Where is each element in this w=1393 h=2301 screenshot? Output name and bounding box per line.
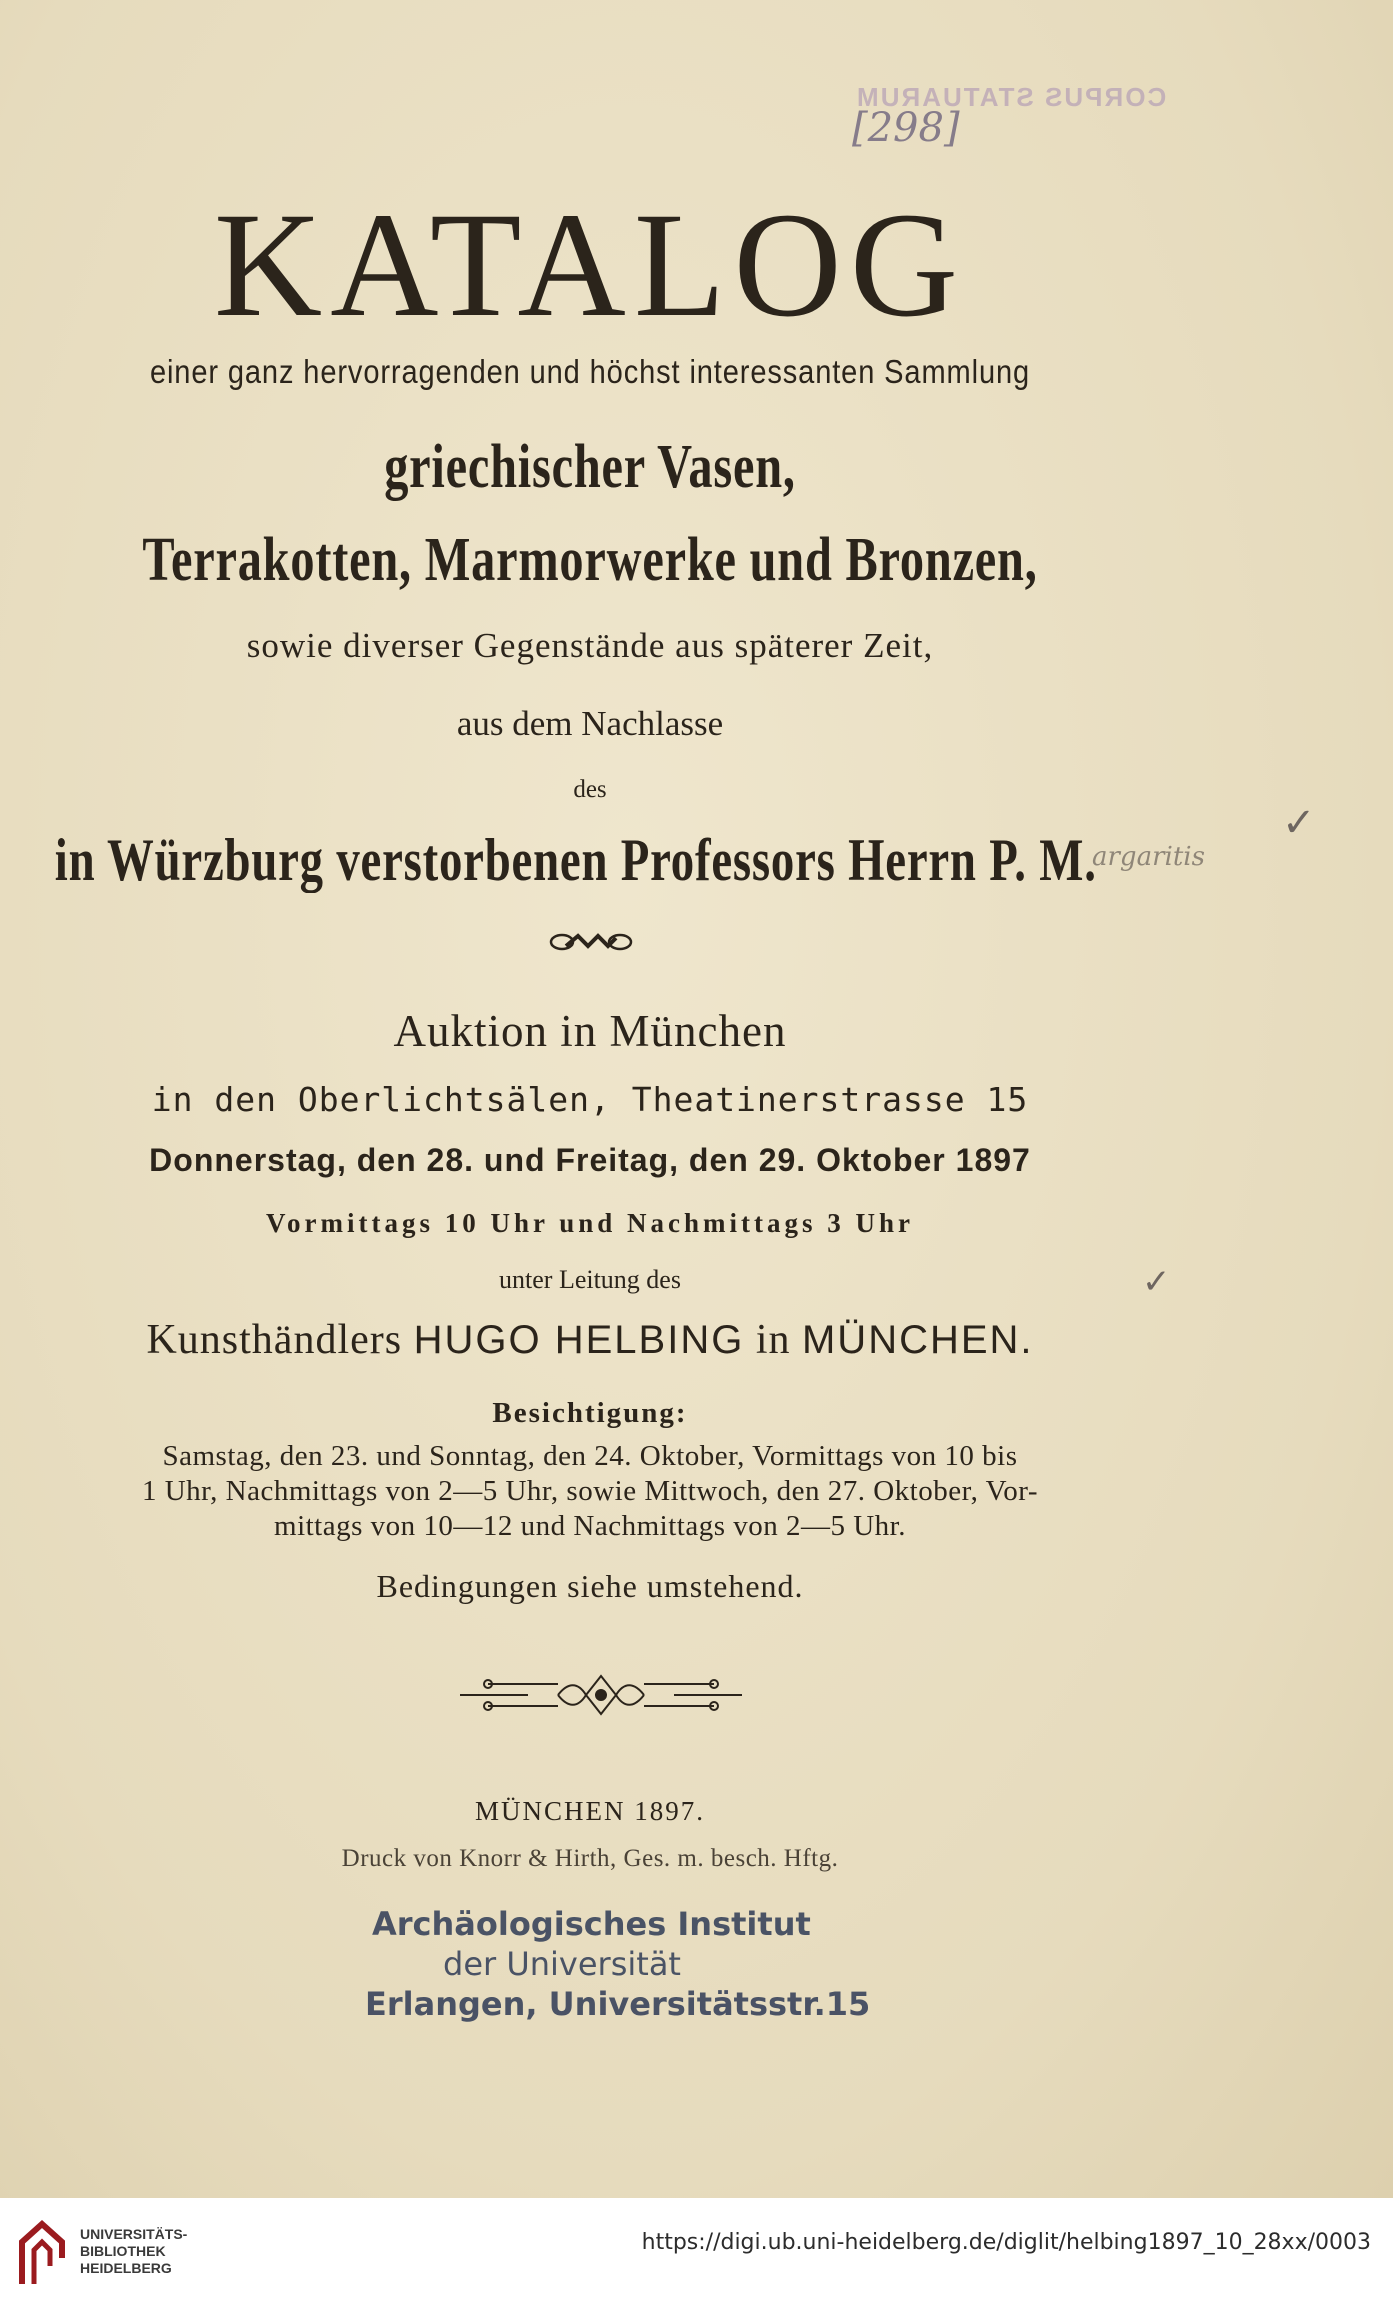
text-line-des: des <box>573 776 607 803</box>
library-logo-text: UNIVERSITÄTS- BIBLIOTHEK HEIDELBERG <box>80 2226 188 2276</box>
ornament-divider-icon <box>458 1670 744 1720</box>
viewing-line: Samstag, den 23. und Sonntag, den 24. Oktober, Vormittags von 10 bis <box>162 1440 1018 1472</box>
viewing-line: 1 Uhr, Nachmittags von 2—5 Uhr, sowie Mittwoch, den 27. Oktober, Vor- <box>141 1475 1039 1507</box>
ornament-icon <box>548 930 634 954</box>
auction-times: Vormittags 10 Uhr und Nachmittags 3 Uhr <box>265 1208 915 1238</box>
handwritten-shelf-number: [298] <box>852 105 960 151</box>
dealer-line <box>0 1316 1180 1364</box>
dealer-prefix: Kunsthändlers <box>146 1317 403 1363</box>
corpus-statuarum-stamp: CORPUS STATUARUM <box>855 82 1167 112</box>
handwritten-margin-note: argaritis <box>1092 842 1205 872</box>
checkmark-icon: ✓ <box>1142 1262 1171 1302</box>
imprint-city-year: MÜNCHEN 1897. <box>474 1796 705 1826</box>
subtitle-line: einer ganz hervorragenden und höchst interessanten Sammlung <box>149 353 1031 390</box>
footer-bar <box>0 2198 1393 2301</box>
auction-heading: Auktion in München <box>393 1006 787 1056</box>
heading-vases: griechischer Vasen, <box>384 433 796 501</box>
text-line-nachlasse: aus dem Nachlasse <box>456 704 724 743</box>
dealer-in: in <box>755 1317 791 1363</box>
imprint-printer: Druck von Knorr & Hirth, Ges. m. besch. Hftg. <box>341 1845 839 1872</box>
dealer-city: MÜNCHEN. <box>801 1318 1034 1362</box>
text-line-unter-leitung: unter Leitung des <box>499 1265 681 1294</box>
library-stamp-line: Archäologisches Institut <box>372 1905 811 1943</box>
auction-dates: Donnerstag, den 28. und Freitag, den 29. Oktober 1897 <box>149 1142 1031 1178</box>
text-line-sowie: sowie diverser Gegenstände aus späterer Zeit, <box>246 626 934 665</box>
library-logo-icon <box>12 2214 72 2286</box>
viewing-heading: Besichtigung: <box>492 1397 688 1429</box>
heading-terracottas: Terrakotten, Marmorwerke und Bronzen, <box>142 526 1038 594</box>
dealer-name: HUGO HELBING <box>413 1318 745 1362</box>
auction-location: in den Oberlichtsälen, Theatinerstrasse 15 <box>151 1080 1029 1119</box>
library-stamp-line: Erlangen, Universitätsstr.15 <box>365 1985 871 2023</box>
conditions-line: Bedingungen siehe umstehend. <box>376 1568 804 1604</box>
page-title: KATALOG <box>213 182 967 348</box>
viewing-line: mittags von 10—12 und Nachmittags von 2—5 Uhr. <box>274 1510 906 1542</box>
checkmark-icon: ✓ <box>1282 800 1316 846</box>
page-url-link[interactable]: https://digi.ub.uni-heidelberg.de/diglit/helbing1897_10_28xx/0003 <box>641 2230 1371 2255</box>
heading-professor: in Würzburg verstorbenen Professors Herrn P. M. <box>54 827 1097 893</box>
library-stamp-line: der Universität <box>443 1945 681 1983</box>
